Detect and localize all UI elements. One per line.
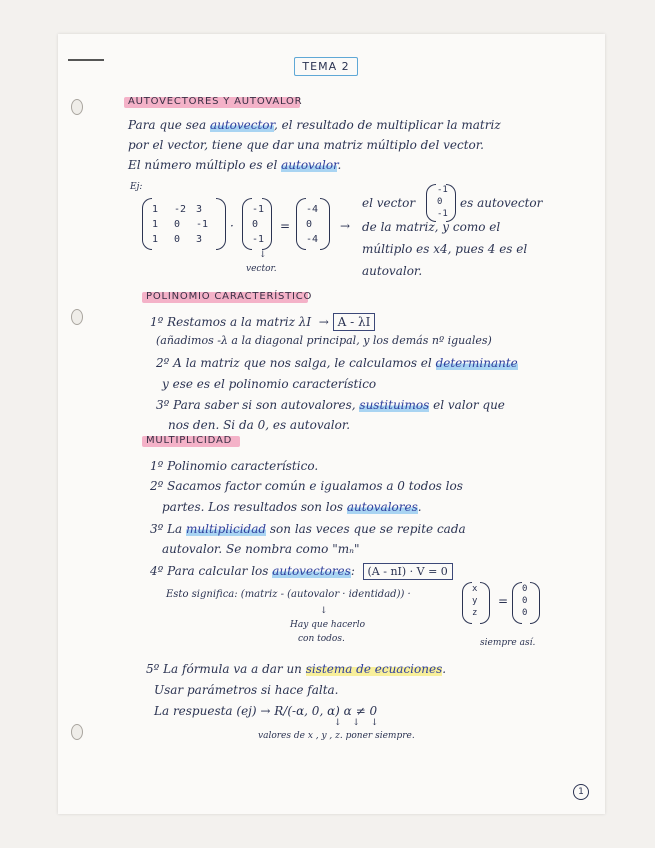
equals-sign: = <box>498 594 509 608</box>
term-sistema-ecuaciones: sistema de ecuaciones <box>305 662 443 676</box>
term-determinante: determinante <box>435 356 518 370</box>
mult-step-5-params: Usar parámetros si hace falta. <box>154 683 339 697</box>
zeros-bracket-left <box>512 582 522 624</box>
vector-note: vector. <box>246 264 277 274</box>
explanation-line: de la matriz, y como el <box>362 220 501 234</box>
step-3: 3º Para saber si son autovalores, sustituimos el valor que <box>156 398 505 412</box>
note-hay-que: Hay que hacerlo <box>290 620 366 630</box>
explanation-line: múltiplo es x4, pues 4 es el <box>362 242 528 256</box>
xyz-vector: x y z <box>472 584 478 618</box>
page-number: 1 <box>573 784 589 800</box>
matrix-a: 1 -2 3 1 0 -1 1 0 3 <box>152 204 209 245</box>
result-bracket-left <box>296 198 306 250</box>
zeros-bracket-right <box>530 582 540 624</box>
zero-vector: 0 0 0 <box>522 584 528 618</box>
term-multiplicidad: multiplicidad <box>186 522 267 536</box>
explanation-line: autovalor. <box>362 264 423 278</box>
dot-operator: · <box>230 219 234 233</box>
section-heading-multiplicidad: MULTIPLICIDAD <box>146 435 233 446</box>
note-con-todos: con todos. <box>298 634 345 644</box>
step-1: 1º Restamos a la matriz λI → A - λI <box>150 315 375 329</box>
mult-step-3-cont: autovalor. Se nombra como "mₙ" <box>162 542 360 556</box>
formula-explanation: Esto significa: (matriz - (autovalor · identidad)) · <box>166 589 411 600</box>
inline-vector-bracket-left <box>426 184 436 222</box>
mult-step-3: 3º La multiplicidad son las veces que se repite cada <box>150 522 466 536</box>
result-bracket-right <box>320 198 330 250</box>
xyz-bracket-left <box>462 582 472 624</box>
text-line: Para que sea autovector, el resultado de multiplicar la matriz <box>128 118 501 132</box>
explanation-line: es autovector <box>460 196 543 210</box>
vector-note-arrow: ↓ <box>259 250 267 260</box>
matrix-bracket-right <box>216 198 226 250</box>
step-2-cont: y ese es el polinomio característico <box>162 377 377 391</box>
mult-step-5-answer: La respuesta (ej) → R/(-α, 0, α) α ≠ 0 <box>154 704 378 718</box>
text-line: por el vector, tiene que dar una matriz múltiplo del vector. <box>128 138 484 152</box>
term-sustituimos: sustituimos <box>359 398 430 412</box>
mult-step-1: 1º Polinomio característico. <box>150 459 319 473</box>
term-autovalor: autovalor <box>281 158 338 172</box>
margin-rule <box>68 59 104 61</box>
result-vector: -4 0 -4 <box>306 204 319 245</box>
binder-hole <box>71 724 83 740</box>
page-title: TEMA 2 <box>294 57 358 76</box>
note-siempre: siempre así. <box>480 638 536 648</box>
formula-box: (A - nI) · V = 0 <box>363 563 453 580</box>
mult-step-4: 4º Para calcular los autovectores: (A - nI) · V = 0 <box>150 564 453 578</box>
step-2: 2º A la matriz que nos salga, le calculamos el determinante <box>156 356 518 370</box>
binder-hole <box>71 99 83 115</box>
example-label: Ej: <box>130 182 143 192</box>
text-line: El número múltiplo es el autovalor. <box>128 158 342 172</box>
section-heading-autovectores: AUTOVECTORES Y AUTOVALOR <box>128 96 303 107</box>
mult-step-2-cont: partes. Los resultados son los autovalores. <box>162 500 422 514</box>
note-arrow: ↓ <box>320 606 328 616</box>
matrix-bracket-left <box>142 198 152 250</box>
vector-bracket-left <box>242 198 252 250</box>
answer-arrows: ↓ ↓ ↓ <box>334 718 383 728</box>
term-autovectores: autovectores <box>272 564 351 578</box>
vector-bracket-right <box>262 198 272 250</box>
inline-vector: -1 0 -1 <box>437 185 448 219</box>
mult-step-5: 5º La fórmula va a dar un sistema de ecuaciones. <box>146 662 447 676</box>
section-heading-polinomio: POLINOMIO CARACTERÍSTICO <box>146 291 313 302</box>
explanation-line: el vector <box>362 196 416 210</box>
formula-a-minus-lambda-i: A - λI <box>333 313 376 331</box>
xyz-bracket-right <box>480 582 490 624</box>
equals-sign: = <box>280 219 291 233</box>
notebook-page <box>58 34 605 814</box>
step-3-cont: nos den. Si da 0, es autovalor. <box>168 418 351 432</box>
step-1-note: (añadimos -λ a la diagonal principal, y los demás nº iguales) <box>156 334 492 347</box>
term-autovector: autovector <box>209 118 274 132</box>
arrow: → <box>340 219 351 233</box>
answer-note: valores de x , y , z. poner siempre. <box>258 731 415 741</box>
inline-vector-bracket-right <box>446 184 456 222</box>
vector: -1 0 -1 <box>252 204 265 245</box>
binder-hole <box>71 309 83 325</box>
term-autovalores: autovalores <box>346 500 418 514</box>
mult-step-2: 2º Sacamos factor común e igualamos a 0 todos los <box>150 479 463 493</box>
